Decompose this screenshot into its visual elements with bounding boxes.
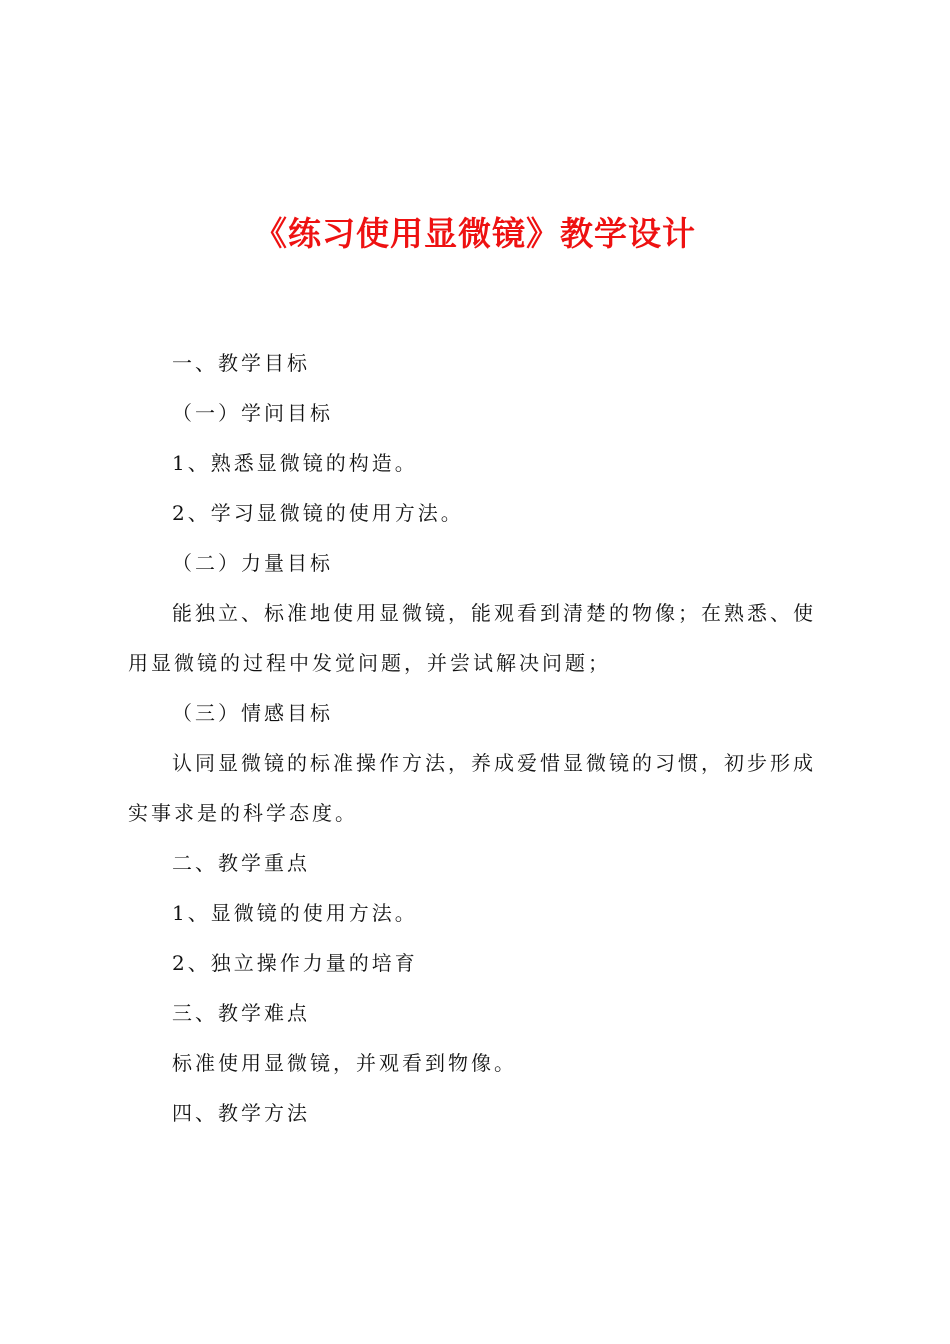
section-heading-methods: 四、教学方法 — [172, 1101, 310, 1125]
document-title: 《练习使用显微镜》教学设计 — [254, 214, 696, 253]
body-paragraph: 能独立、标准地使用显微镜，能观看到清楚的物像；在熟悉、使用显微镜的过程中发觉问题，并尝试解决问题； — [128, 601, 816, 675]
section-heading-objectives: 一、教学目标 — [172, 351, 310, 375]
list-item: 1、熟悉显微镜的构造。 — [172, 451, 418, 475]
list-item: 1、显微镜的使用方法。 — [172, 901, 418, 925]
body-paragraph: 标准使用显微镜，并观看到物像。 — [172, 1051, 517, 1075]
document-body — [128, 338, 832, 1138]
body-paragraph: 认同显微镜的标准操作方法，养成爱惜显微镜的习惯，初步形成实事求是的科学态度。 — [128, 751, 816, 825]
subsection-knowledge-goals: （一）学问目标 — [172, 401, 333, 425]
subsection-emotion-goals: （三）情感目标 — [172, 701, 333, 725]
list-item: 2、独立操作力量的培育 — [172, 951, 418, 975]
section-heading-difficulties: 三、教学难点 — [172, 1001, 310, 1025]
list-item: 2、学习显微镜的使用方法。 — [172, 501, 464, 525]
section-heading-key-points: 二、教学重点 — [172, 851, 310, 875]
subsection-ability-goals: （二）力量目标 — [172, 551, 333, 575]
